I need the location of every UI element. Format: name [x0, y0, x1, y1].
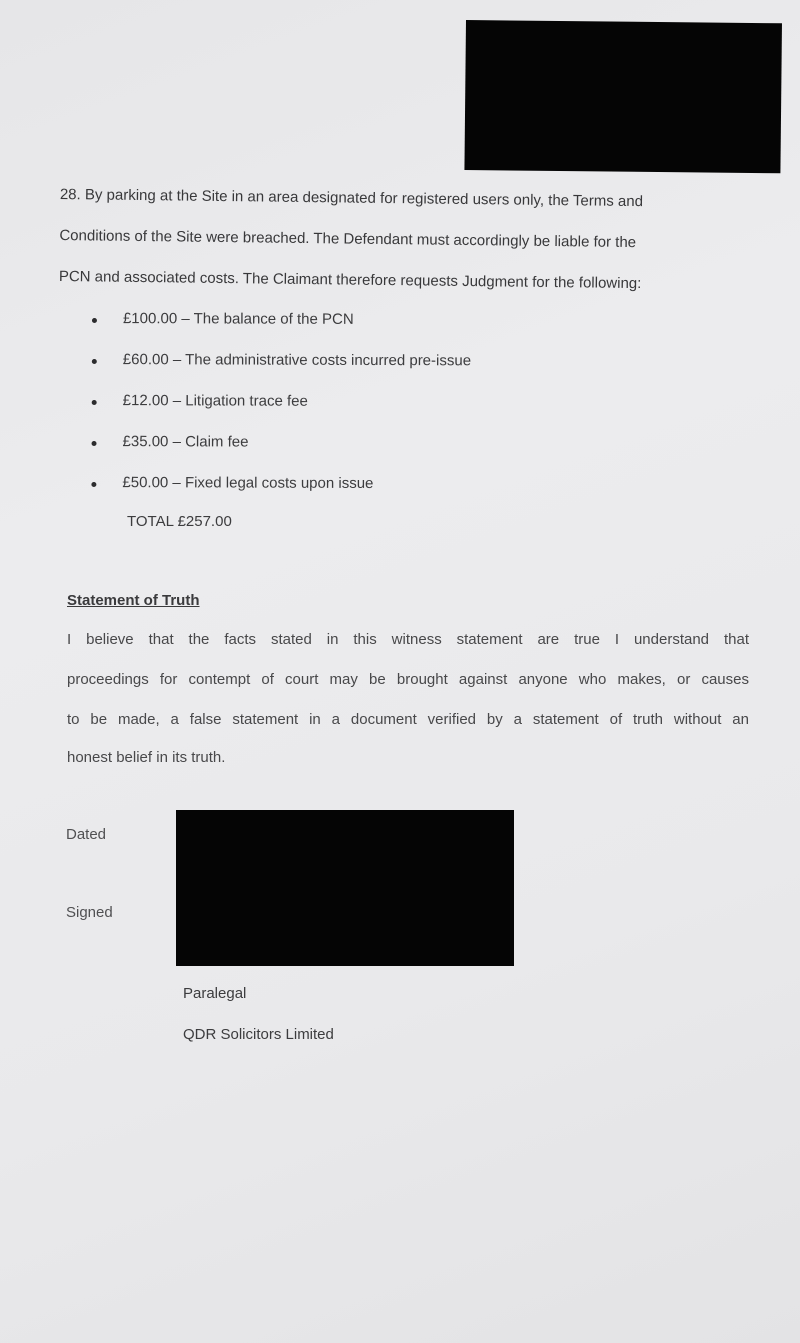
- statement-of-truth-heading: Statement of Truth: [67, 592, 200, 609]
- statement-of-truth-line: to be made, a false statement in a document verified by a statement of truth without an: [67, 711, 749, 728]
- cost-item-text: £35.00 – Claim fee: [122, 433, 249, 451]
- paragraph-28-line: 28. By parking at the Site in an area designated for registered users only, the Terms and: [59, 186, 644, 211]
- bullet-icon: [92, 441, 97, 446]
- statement-of-truth-line: honest belief in its truth.: [67, 749, 226, 766]
- cost-item-text: £50.00 – Fixed legal costs upon issue: [122, 474, 374, 492]
- statement-of-truth-line: I believe that the facts stated in this witness statement are true I understand that: [67, 631, 749, 648]
- bullet-icon: [91, 482, 96, 487]
- signed-label: Signed: [66, 904, 113, 921]
- cost-item-text: £12.00 – Litigation trace fee: [122, 392, 308, 410]
- signatory-role: Paralegal: [183, 985, 247, 1002]
- bullet-icon: [92, 318, 97, 323]
- cost-item-text: £100.00 – The balance of the PCN: [122, 310, 354, 328]
- cost-total: TOTAL £257.00: [127, 513, 232, 530]
- redaction-block-signature: [176, 810, 514, 966]
- paragraph-28-line: Conditions of the Site were breached. The Defendant must accordingly be liable for the: [59, 226, 637, 252]
- paragraph-28-line: PCN and associated costs. The Claimant therefore requests Judgment for the following:: [58, 267, 642, 293]
- bullet-icon: [92, 359, 97, 364]
- firm-name: QDR Solicitors Limited: [183, 1026, 334, 1043]
- paragraph-28: [58, 186, 750, 293]
- redaction-block-header: [464, 20, 782, 173]
- cost-items-list: [92, 310, 592, 492]
- statement-of-truth-line: proceedings for contempt of court may be brought against anyone who makes, or causes: [67, 671, 749, 688]
- bullet-icon: [92, 400, 97, 405]
- dated-label: Dated: [66, 826, 107, 843]
- cost-item-text: £60.00 – The administrative costs incurred pre-issue: [122, 351, 472, 370]
